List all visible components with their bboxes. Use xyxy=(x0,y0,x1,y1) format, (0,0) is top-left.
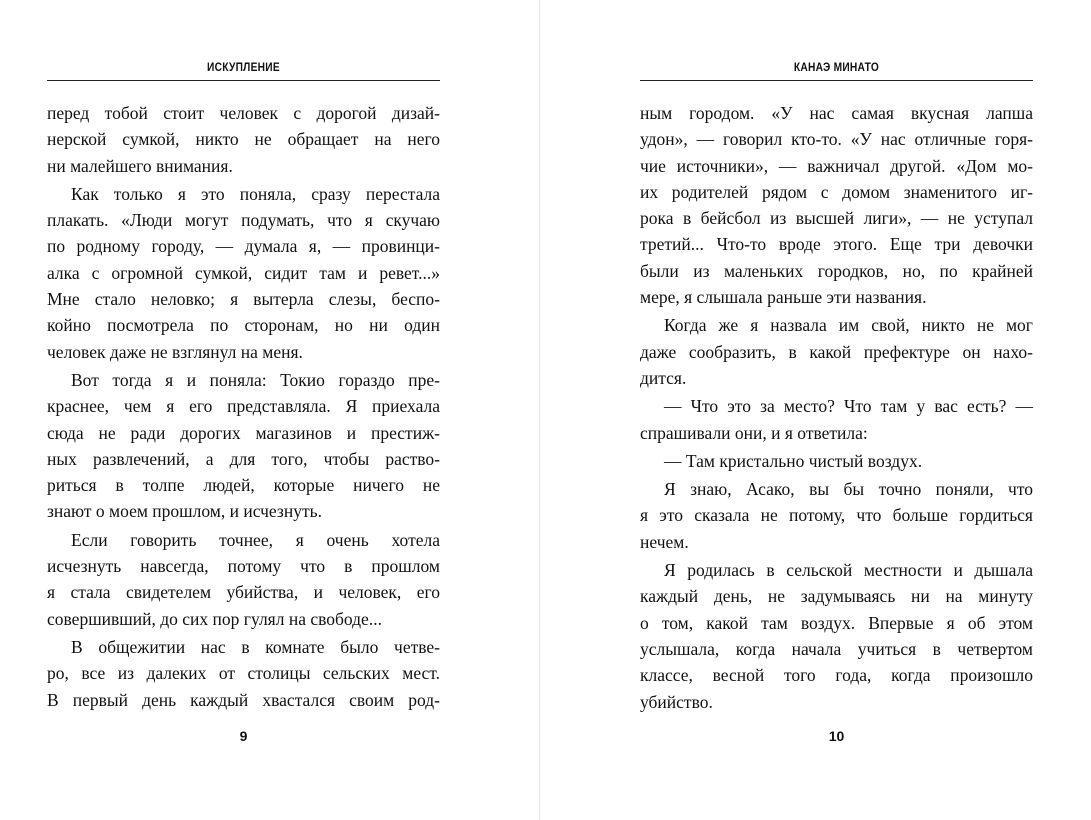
paragraph xyxy=(640,476,1033,555)
text-line: спрашивали они, и я ответила: xyxy=(640,422,868,443)
text-line: Когда же я назвала им свой, никто не мог xyxy=(664,315,1033,336)
text-line: дится. xyxy=(640,367,687,388)
text-line: их родителей рядом с домом знаменитого иг- xyxy=(640,181,1033,202)
text-line: Мне стало неловко; я вытерла слезы, беспо- xyxy=(47,289,440,310)
text-line: В первый день каждый хвастался своим род- xyxy=(47,689,440,710)
page-body xyxy=(47,100,440,715)
text-line: ро, все из далеких от столицы сельских мест. xyxy=(47,663,440,684)
header-rule xyxy=(640,80,1033,81)
text-line: алка с огромной сумкой, сидит там и ревет...» xyxy=(47,262,440,283)
text-line: удон», — говорил кто-то. «У нас отличные горя- xyxy=(640,129,1033,150)
left-page xyxy=(0,0,540,820)
text-line: чие источники», — важничал другой. «Дом мо- xyxy=(640,155,1033,176)
text-line: человек даже не взглянул на меня. xyxy=(47,341,303,362)
text-line: Вот тогда я и поняла: Токио гораздо пре- xyxy=(71,369,440,390)
text-line: убийство. xyxy=(640,691,713,712)
text-line: койно посмотрела по сторонам, но ни один xyxy=(47,315,440,336)
page-number: 9 xyxy=(239,728,248,744)
page-number: 10 xyxy=(828,728,845,744)
text-line: ни малейшего внимания. xyxy=(47,155,233,176)
text-line: мере, я слышала раньше эти названия. xyxy=(640,287,927,308)
text-line: рока в бейсбол из высшей лиги», — не уступал xyxy=(640,208,1033,229)
text-line: ным городом. «У нас самая вкусная лапша xyxy=(640,103,1033,123)
text-line: исчезнуть навсегда, потому что в прошлом xyxy=(47,556,440,577)
text-line: совершивший, до сих пор гулял на свободе... xyxy=(47,608,382,629)
text-line: услышала, когда начала учиться в четвертом xyxy=(640,638,1033,659)
text-line: нерской сумкой, никто не обращает на него xyxy=(47,129,440,150)
text-line: Если говорить точнее, я очень хотела xyxy=(71,529,440,550)
text-line: каждый день, не задумываясь ни на минуту xyxy=(640,586,1033,607)
paragraph xyxy=(640,312,1033,391)
text-line: я это сказала не потому, что больше гордиться xyxy=(640,505,1033,526)
running-head: ИСКУПЛЕНИЕ xyxy=(207,60,280,74)
text-line: ных развлечений, а для того, чтобы раство- xyxy=(47,448,440,469)
paragraph xyxy=(640,100,1033,310)
paragraph xyxy=(640,393,1033,446)
text-line: В общежитии нас в комнате было четве- xyxy=(71,636,440,657)
text-line: знают о моем прошлом, и исчезнуть. xyxy=(47,501,322,522)
text-line: Как только я это поняла, сразу перестала xyxy=(71,183,440,204)
text-line: плакать. «Люди могут подумать, что я скучаю xyxy=(47,210,440,231)
text-line: риться в толпе людей, которые ничего не xyxy=(47,475,440,496)
paragraph xyxy=(47,527,440,632)
text-line: нечем. xyxy=(640,531,689,552)
text-line: классе, весной того года, когда произошло xyxy=(640,665,1033,686)
text-line: даже сообразить, в какой префектуре он нахо- xyxy=(640,341,1033,362)
paragraph xyxy=(47,181,440,365)
text-line: по родному городу, — думала я, — провинци- xyxy=(47,236,440,257)
paragraph xyxy=(640,448,1033,474)
paragraph xyxy=(47,367,440,525)
page-body xyxy=(640,100,1033,717)
text-line: краснее, чем я его представляла. Я приехала xyxy=(47,396,440,417)
text-line: Я знаю, Асако, вы бы точно поняли, что xyxy=(664,479,1033,500)
text-line: были из маленьких городков, но, по крайней xyxy=(640,260,1033,281)
text-line: — Там кристально чистый воздух. xyxy=(664,450,923,471)
text-line: — Что это за место? Что там у вас есть? — xyxy=(664,396,1033,417)
text-line: перед тобой стоит человек с дорогой дизай- xyxy=(47,103,440,123)
text-line: третий... Что-то вроде этого. Еще три девочки xyxy=(640,234,1033,255)
text-line: сюда не ради дорогих магазинов и престиж- xyxy=(47,422,440,443)
right-page xyxy=(540,0,1091,820)
header-rule xyxy=(47,80,440,81)
paragraph xyxy=(47,634,440,713)
text-line: я стала свидетелем убийства, и человек, его xyxy=(47,582,440,603)
running-head: КАНАЭ МИНАТО xyxy=(793,60,880,74)
paragraph xyxy=(640,557,1033,715)
paragraph xyxy=(47,100,440,179)
text-line: о том, какой там воздух. Впервые я об этом xyxy=(640,612,1033,633)
text-line: Я родилась в сельской местности и дышала xyxy=(664,560,1033,581)
